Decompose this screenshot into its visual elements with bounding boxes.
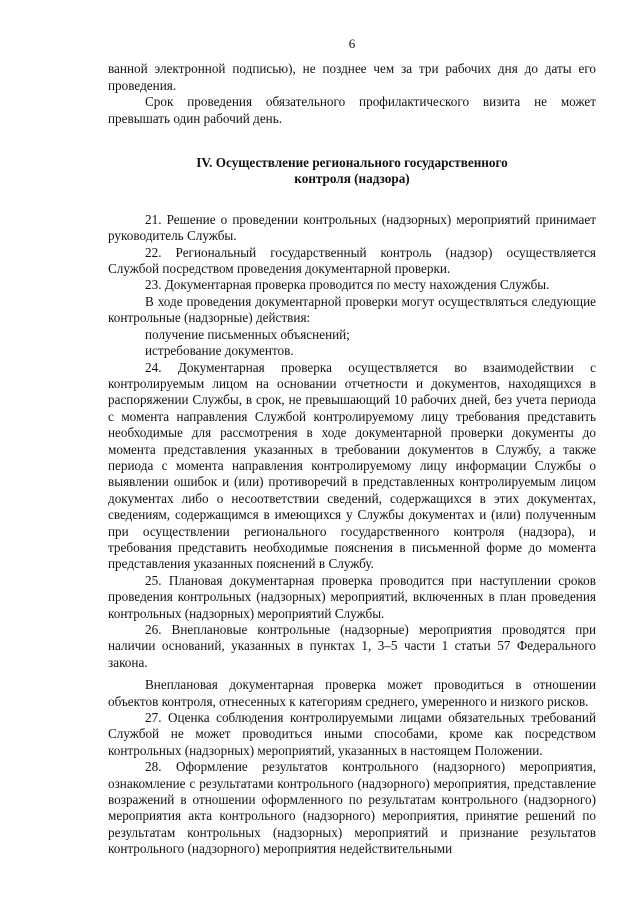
paragraph-28: 28. Оформление результатов контрольного (надзорного) мероприятия, ознакомление с результатами контрольного (надзорного) мероприятия, представление возражений в отношении оформленного по результатам контрольного (надзорного) мероприятия акта контрольного (надзорного) мероприятия, принятие решений по результатам контрольных (надзорных) мероприятий и признание результатов контрольного (надзорного) мероприятия недействительными [108, 759, 596, 857]
paragraph-22: 22. Региональный государственный контроль (надзор) осуществляется Службой посредством проведения документарной проверки. [108, 244, 596, 277]
intro-paragraph-continuation: ванной электронной подписью), не позднее чем за три рабочих дня до даты его проведения. [108, 61, 596, 93]
paragraph-27: 27. Оценка соблюдения контролируемыми лицами обязательных требований Службой не может проводиться иными способами, кроме как посредством контрольных (надзорных) мероприятий, указанных в настоящем Положении. [108, 710, 596, 758]
section-heading-line-2: контроля (надзора) [294, 171, 410, 187]
intro-paragraph-visit-duration: Срок проведения обязательного профилактического визита не может превышать один рабочий день. [108, 94, 596, 126]
paragraph-23-actions: В ходе проведения документарной проверки могут осуществляться следующие контрольные (надзорные) действия: [108, 293, 596, 326]
list-item-documents: истребование документов. [145, 343, 294, 359]
paragraph-21: 21. Решение о проведении контрольных (надзорных) мероприятий принимает руководитель Службы. [108, 211, 596, 244]
section-heading-line-1: IV. Осуществление регионального государственного [196, 155, 508, 171]
page-number: 6 [348, 36, 356, 51]
paragraph-24: 24. Документарная проверка осуществляется во взаимодействии с контролируемым лицом на основании отчетности и документов, находящихся в распоряжении Службы, в срок, не превышающий 10 рабочих дней, без учета периода с момента направления Службой контролируемому лицу требования представить необходимые для рассмотрения в ходе документарной проверки документы до момента представления указанных в требовании документов в Службу, а также периода с момента направления контролируемому лицу информации Службы о выявлении ошибок и (или) противоречий в представленных контролируемым лицом документах либо о несоответствии сведений, содержащихся в этих документах, сведениям, содержащимся в имеющихся у Службы документах и (или) полученным при осуществлении регионального государственного контроля (надзора), и требования представить необходимые пояснения в письменной форме до момента представления указанных пояснений в Службу. [108, 359, 596, 572]
list-item-explanations: получение письменных объяснений; [145, 326, 350, 342]
document-page [108, 36, 596, 858]
paragraph-25: 25. Плановая документарная проверка проводится при наступлении сроков проведения контрольных (надзорных) мероприятий, включенных в план проведения контрольных (надзорных) мероприятий Службы. [108, 572, 596, 621]
section-heading [108, 155, 596, 188]
paragraph-23: 23. Документарная проверка проводится по месту нахождения Службы. [145, 277, 550, 293]
paragraph-26-unscheduled: Внеплановая документарная проверка может проводиться в отношении объектов контроля, отнесенных к категориям среднего, умеренного и низкого рисков. [108, 677, 596, 709]
paragraph-26: 26. Внеплановые контрольные (надзорные) мероприятия проводятся при наличии оснований, указанных в пунктах 1, 3–5 части 1 статьи 57 Федерального закона. [108, 622, 596, 670]
